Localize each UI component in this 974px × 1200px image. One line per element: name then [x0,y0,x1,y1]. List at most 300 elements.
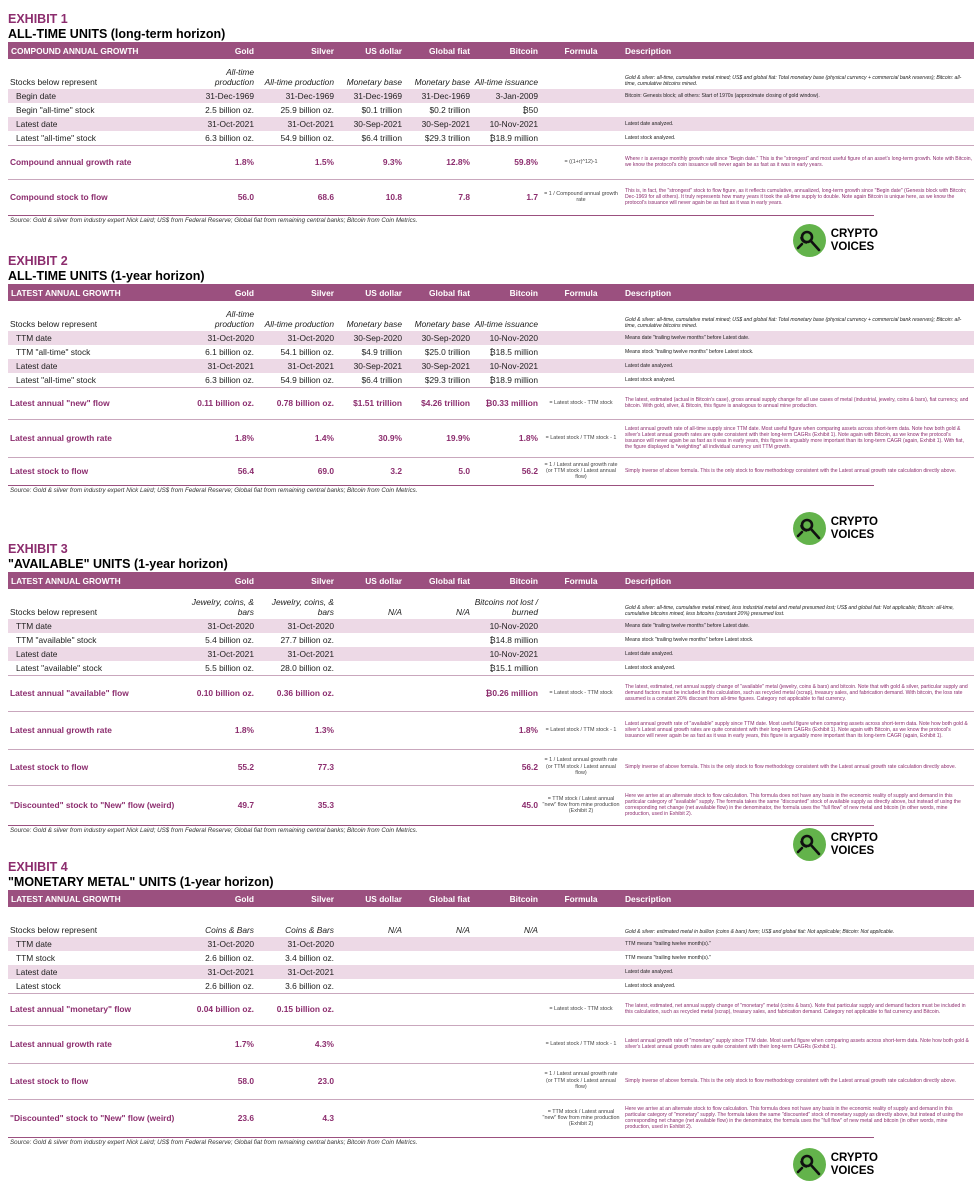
description-cell: Latest annual growth rate of "monetary" supply since TTM date. Most useful figure when comparing assets across short-term data. Note how both gold & silver's Latest annual growth rates are quite consistent with their long-term CAGRs (Exhibit 1). [622,1025,974,1063]
col-header-btc: Bitcoin [472,284,540,301]
exhibit-table [8,890,974,1137]
row-label: Latest "available" stock [16,662,103,673]
stock-type-gold: All-time production [214,67,254,87]
description-cell: Gold & silver: all-time, cumulative metal mined; US$ and global fiat: Total monetary base (physical currency + commercial bank reserves); Bitcoin: all-time, cumulative bitcoins mined. [625,316,962,329]
description-cell: Means date "trailing twelve months" before Latest date. [622,331,974,345]
logo-text-line1: CRYPTO [830,516,878,528]
stocks-represent-row [8,907,974,937]
description-cell: Where r is average monthly growth rate since "Begin date." This is the "strongest" and most useful figure of an asset's long-term growth. Note with Bitcoin, we know the protocol's coin issuance will never again be as fast as it was in early years. [622,145,974,179]
formula-cell [540,965,622,979]
formula-cell [540,619,622,633]
metric-value-silver: 0.15 billion oz. [256,993,336,1025]
value-silver: 27.7 billion oz. [280,635,334,645]
table-row [8,103,974,117]
stock-type-usd: N/A [388,925,402,935]
description-cell: The latest, estimated (actual in Bitcoin's case), gross annual supply change for all use cases of metal (industrial, jewelry, coins & bars), fiat currency, and bitcoin. With gold, silver, & Bitcoin, this figure is analogous to annual mine production. [622,387,974,419]
value-fiat [404,619,472,633]
row-label: Latest "all-time" stock [16,374,96,385]
value-btc: 10-Nov-2021 [472,647,540,661]
value-gold: 5.4 billion oz. [205,635,254,645]
description-cell: Simply inverse of above formula. This is the only stock to flow methodology consistent with the Latest annual growth rate calculation directly above. [622,749,974,785]
metric-label: "Discounted" stock to "New" flow (weird) [8,1099,188,1137]
description-cell: Latest annual growth rate of "available" supply since TTM date. Most useful figure when comparing assets across short-term data. Note how both gold & silver's Latest annual growth rates are quite consistent with their long-term CAGRs (Exhibit 1). Note again with Bitcoin, as we know the protocol's issuance will never again be as fast as it was in early years, this figure is arguably more important than its long-term CAGR (again, Exhibit 1). [622,711,974,749]
metric-row [8,387,974,419]
metric-row [8,419,974,457]
exhibit-number: EXHIBIT 4 [8,860,68,874]
logo-wordmark [831,516,878,541]
col-header-silver: Silver [256,42,336,59]
formula-cell [540,59,622,89]
value-btc: 10-Nov-2020 [472,619,540,633]
table-row [8,619,974,633]
exhibit-table [8,42,974,215]
header-row [8,42,974,59]
row-label: Latest stock [16,980,61,991]
description-cell: Means date "trailing twelve months" before Latest date. [622,619,974,633]
metric-row [8,1025,974,1063]
metric-value-silver: 0.36 billion oz. [256,675,336,711]
value-silver: 54.9 billion oz. [280,374,334,385]
value-btc [472,979,540,993]
value-silver: 28.0 billion oz. [280,662,334,673]
value-gold: 5.5 billion oz. [205,662,254,673]
value-btc: 10-Nov-2021 [472,359,540,373]
description-cell: This is, in fact, the "strongest" stock to flow figure, as it reflects cumulative, annualized, long-term growth since "Begin date" (Genesis block with Bitcoin; Dec-1969 for all others). It truly represents how many years it took the all-time supply to double. Note again Bitcoin is unique here, as we know the protocol's issuance will never again be as fast as it was in early years. [622,179,974,215]
metric-value-gold: 1.8% [188,419,256,457]
description-cell: Latest stock analyzed. [625,376,676,383]
row-label: Latest date [8,647,188,661]
col-header-gold: Gold [188,572,256,589]
value-fiat: $29.3 trillion [424,374,470,385]
metric-value-gold: 56.0 [188,179,256,215]
formula-cell: = Latest stock / TTM stock - 1 [540,419,622,457]
description-cell: Gold & silver: all-time, cumulative metal mined, less industrial metal and metal presumed lost; US$ and global fiat: Not applicable; Bitcoin: all-time, cumulative bitcoins mined, less bitcoins (constant 20%) presumed lost. [625,604,954,617]
value-usd: 30-Sep-2021 [336,359,404,373]
value-silver: 31-Oct-2020 [256,331,336,345]
metric-value-usd: 3.2 [336,457,404,485]
col-header-btc: Bitcoin [472,572,540,589]
source-note: Source: Gold & silver from industry expert Nick Laird; US$ from Federal Reserve; Global fiat from remaining central banks; Bitcoin from Coin Metrics. [8,215,874,225]
metric-value-silver: 35.3 [256,785,336,825]
metric-label: Latest annual "available" flow [8,675,188,711]
col-header-usd: US dollar [336,42,404,59]
table-row [8,373,974,387]
exhibit-2 [8,254,969,495]
header-row [8,890,974,907]
value-gold: 31-Oct-2020 [188,937,256,951]
value-silver: 25.9 billion oz. [280,105,334,115]
value-usd: $6.4 trillion [361,374,402,385]
row-label: Latest date [8,117,188,131]
value-btc: 3-Jan-2009 [472,89,540,103]
exhibit-number: EXHIBIT 1 [8,12,68,26]
metric-value-silver: 0.78 billion oz. [256,387,336,419]
metric-value-gold: 58.0 [188,1063,256,1099]
col-header-fiat: Global fiat [404,42,472,59]
stock-type-fiat: Monetary base [414,77,470,87]
formula-cell [540,301,622,331]
formula-cell: = 1 / Latest annual growth rate (or TTM stock / Latest annual flow) [540,749,622,785]
formula-cell [540,345,622,359]
value-gold: 2.6 billion oz. [205,953,254,963]
metric-value-gold: 1.8% [188,145,256,179]
formula-cell: = Latest stock - TTM stock [540,675,622,711]
formula-cell: = TTM stock / Latest annual "new" flow from mine production (Exhibit 2) [540,785,622,825]
exhibit-title: ALL-TIME UNITS (long-term horizon) [8,27,226,41]
section-header: LATEST ANNUAL GROWTH [8,890,188,907]
col-header-usd: US dollar [336,890,404,907]
value-fiat: $0.2 trillion [429,105,470,115]
table-row [8,661,974,675]
section-header: LATEST ANNUAL GROWTH [8,284,188,301]
col-header-formula: Formula [540,572,622,589]
row-label: Latest "all-time" stock [16,132,96,143]
value-silver: 31-Oct-2020 [256,619,336,633]
metric-value-usd [336,675,404,711]
row-label: TTM date [8,937,188,951]
metric-row [8,993,974,1025]
logo-wordmark [831,1152,878,1177]
row-label: Latest date [8,359,188,373]
metric-value-usd: 10.8 [336,179,404,215]
description-cell: Simply inverse of above formula. This is the only stock to flow methodology consistent with the Latest annual growth rate calculation directly above. [622,457,974,485]
logo-text-line1: CRYPTO [830,832,878,844]
formula-cell: = 1 / Latest annual growth rate (or TTM stock / Latest annual flow) [540,457,622,485]
stocks-represent-label: Stocks below represent [10,319,98,329]
table-row [8,89,974,103]
value-gold: 31-Oct-2021 [188,965,256,979]
metric-value-silver: 68.6 [256,179,336,215]
metric-value-gold: 1.7% [188,1025,256,1063]
stocks-represent-label: Stocks below represent [10,607,98,617]
metric-value-gold: 0.04 billion oz. [188,993,256,1025]
formula-cell: = Latest stock / TTM stock - 1 [540,711,622,749]
metric-value-usd [336,993,404,1025]
col-header-usd: US dollar [336,572,404,589]
exhibit-title: "AVAILABLE" UNITS (1-year horizon) [8,557,228,571]
value-fiat: 30-Sep-2021 [404,117,472,131]
formula-cell [540,331,622,345]
metric-value-silver: 4.3 [256,1099,336,1137]
formula-cell [540,661,622,675]
metric-label: Latest stock to flow [8,457,188,485]
metric-value-btc: 56.2 [472,457,540,485]
stock-type-usd: N/A [388,607,402,617]
value-btc: 10-Nov-2021 [472,117,540,131]
value-usd [336,633,404,647]
stock-type-fiat: Monetary base [414,319,470,329]
value-silver: 54.1 billion oz. [280,347,334,357]
stocks-represent-label: Stocks below represent [10,925,98,935]
source-note: Source: Gold & silver from industry expert Nick Laird; US$ from Federal Reserve; Global fiat from remaining central banks; Bitcoin from Coin Metrics. [8,825,874,835]
value-usd [336,619,404,633]
table-row [8,951,974,965]
row-label: TTM "all-time" stock [16,347,91,357]
stock-type-usd: Monetary base [346,319,402,329]
metric-value-gold: 0.11 billion oz. [188,387,256,419]
metric-value-usd [336,1063,404,1099]
value-btc: ₿15.1 million [489,662,538,673]
stock-type-btc: All-time issuance [474,77,538,87]
value-usd: $6.4 trillion [361,132,402,143]
value-gold: 31-Oct-2020 [188,619,256,633]
metric-value-gold: 55.2 [188,749,256,785]
formula-cell [540,589,622,619]
metric-value-gold: 0.10 billion oz. [188,675,256,711]
metric-value-fiat: 5.0 [404,457,472,485]
value-fiat [404,633,472,647]
metric-value-usd: $1.51 trillion [336,387,404,419]
value-btc: ₿14.8 million [489,635,538,645]
description-cell: Latest stock analyzed. [625,664,676,671]
col-header-fiat: Global fiat [404,284,472,301]
metric-value-btc: ₿0.33 million [472,387,540,419]
row-label: TTM stock [16,953,56,963]
value-silver: 31-Dec-1969 [256,89,336,103]
value-fiat: $25.0 trillion [424,347,470,357]
value-usd [336,979,404,993]
logo-wordmark [831,228,878,253]
col-header-fiat: Global fiat [404,572,472,589]
description-cell [622,103,974,117]
value-gold: 6.1 billion oz. [205,347,254,357]
section-header: COMPOUND ANNUAL GROWTH [8,42,188,59]
stock-type-gold: Coins & Bars [205,925,254,935]
row-label: Begin date [8,89,188,103]
stock-type-fiat: N/A [456,925,470,935]
metric-value-gold: 56.4 [188,457,256,485]
microphone-logo-icon [793,828,826,861]
metric-value-btc: 56.2 [472,749,540,785]
stock-type-btc: Bitcoins not lost / burned [474,597,538,617]
metric-value-fiat: $4.26 trillion [404,387,472,419]
formula-cell [540,103,622,117]
metric-value-fiat: 7.8 [404,179,472,215]
metric-value-fiat [404,785,472,825]
metric-value-fiat [404,675,472,711]
stocks-represent-row [8,589,974,619]
col-header-gold: Gold [188,42,256,59]
col-header-formula: Formula [540,890,622,907]
metric-value-usd [336,785,404,825]
value-usd [336,951,404,965]
value-silver: 31-Oct-2021 [256,117,336,131]
metric-value-fiat [404,1099,472,1137]
metric-row [8,1099,974,1137]
metric-value-fiat [404,993,472,1025]
stock-type-silver: All-time production [264,319,334,329]
value-silver: 3.4 billion oz. [285,953,334,963]
value-fiat: 30-Sep-2020 [404,331,472,345]
table-row [8,131,974,145]
value-gold: 6.3 billion oz. [205,374,254,385]
value-silver: 31-Oct-2021 [256,965,336,979]
logo-text-line2: VOICES [830,1164,875,1177]
metric-row [8,145,974,179]
metric-value-btc: 59.8% [472,145,540,179]
metric-label: Latest annual growth rate [8,711,188,749]
value-gold: 31-Oct-2021 [188,117,256,131]
metric-label: Latest annual growth rate [8,1025,188,1063]
value-fiat [404,661,472,675]
row-label: TTM date [8,331,188,345]
metric-value-silver: 23.0 [256,1063,336,1099]
table-row [8,117,974,131]
row-label: Begin "all-time" stock [16,105,95,115]
description-cell: Gold & silver: estimated metal in bullion (coins & bars) form; US$ and global fiat: Not applicable; Bitcoin: Not applicable. [625,928,895,935]
value-btc: ₿50 [522,105,538,115]
metric-value-gold: 49.7 [188,785,256,825]
row-label: TTM "available" stock [16,635,97,645]
description-cell: Gold & silver: all-time, cumulative metal mined; US$ and global fiat: Total monetary base (physical currency + commercial bank reserves); Bitcoin: all-time, cumulative bitcoins mined. [625,74,962,87]
metric-label: Compound stock to flow [8,179,188,215]
value-btc [472,951,540,965]
description-cell: Latest date analyzed. [622,647,974,661]
crypto-voices-logo [793,512,878,545]
col-header-gold: Gold [188,284,256,301]
logo-text-line2: VOICES [830,844,875,857]
exhibit-table [8,572,974,825]
description-cell: Latest annual growth rate of all-time supply since TTM date. Most useful figure when comparing assets across short-term data. Note how both gold & silver's Latest annual growth rates are quite consistent with their long-term CAGRs (Exhibit 1). Note again with Bitcoin, as we know the protocol's issuance will never again be as fast as it was in early years, this figure is arguably more important than its long-term CAGR (again, Exhibit 1). With fiat, the figure displayed is *weighting* all individual currency unit TTM growth. [622,419,974,457]
col-header-formula: Formula [540,42,622,59]
value-usd: 31-Dec-1969 [336,89,404,103]
header-row [8,284,974,301]
value-gold: 31-Oct-2021 [188,359,256,373]
value-btc: 10-Nov-2020 [472,331,540,345]
formula-cell [540,359,622,373]
col-header-description: Description [622,284,974,301]
formula-cell: = Latest stock - TTM stock [540,387,622,419]
formula-cell: = Latest stock - TTM stock [540,993,622,1025]
metric-label: Latest stock to flow [8,1063,188,1099]
value-usd: $4.9 trillion [361,347,402,357]
metric-row [8,785,974,825]
metric-value-usd: 9.3% [336,145,404,179]
metric-value-silver: 1.4% [256,419,336,457]
metric-row [8,1063,974,1099]
table-row [8,345,974,359]
exhibit-title: ALL-TIME UNITS (1-year horizon) [8,269,205,283]
source-note: Source: Gold & silver from industry expert Nick Laird; US$ from Federal Reserve; Global fiat from remaining central banks; Bitcoin from Coin Metrics. [8,1137,874,1147]
stock-type-gold: Jewelry, coins, & bars [191,597,254,617]
metric-label: Compound annual growth rate [8,145,188,179]
metric-value-silver: 1.5% [256,145,336,179]
exhibit-1 [8,12,973,225]
metric-row [8,749,974,785]
metric-value-btc: 1.8% [472,419,540,457]
metric-value-gold: 23.6 [188,1099,256,1137]
value-btc [472,937,540,951]
metric-value-usd [336,1099,404,1137]
metric-value-btc [472,1099,540,1137]
value-silver: 31-Oct-2021 [256,647,336,661]
value-btc [472,965,540,979]
description-cell: Here we arrive at an alternate stock to flow calculation. This formula does not have any basis in the economic reality of supply and demand in this particular category of "available" supply. The formula takes the same "discounted" stock of available supply as directly above, but instead of using the corresponding net change (net available flow) in the denominator, the formula uses the "full flow" of new metal and bitcoin (in other words, mine production, used in Exhibit 2). [622,785,974,825]
stock-type-silver: Coins & Bars [285,925,334,935]
microphone-logo-icon [793,1148,826,1181]
value-btc: ₿18.9 million [489,132,538,143]
stocks-represent-row [8,59,974,89]
logo-text-line1: CRYPTO [830,228,878,240]
value-fiat: $29.3 trillion [424,132,470,143]
exhibit-number: EXHIBIT 2 [8,254,68,268]
metric-value-btc: 1.8% [472,711,540,749]
value-usd [336,661,404,675]
value-btc: ₿18.9 million [489,374,538,385]
description-cell: Latest date analyzed. [622,359,974,373]
formula-cell: = TTM stock / Latest annual "new" flow from mine production (Exhibit 2) [540,1099,622,1137]
crypto-voices-logo [793,1148,878,1181]
col-header-description: Description [622,890,974,907]
formula-cell [540,937,622,951]
value-fiat: 30-Sep-2021 [404,359,472,373]
description-cell: Latest stock analyzed. [625,134,676,141]
metric-value-fiat [404,1063,472,1099]
metric-value-btc [472,1025,540,1063]
metric-value-usd [336,749,404,785]
col-header-formula: Formula [540,284,622,301]
description-cell: The latest, estimated, net annual supply change of "monetary" metal (coins & bars). Note that particular supply and demand factors must be included in this calculation, such as recycled metal (scrap), treasury sales, and fabrication demand. Category not applicable to fiat currency and Bitcoin. [622,993,974,1025]
metric-label: Latest stock to flow [8,749,188,785]
exhibit-3 [8,542,968,835]
stock-type-gold: All-time production [214,309,254,329]
table-row [8,359,974,373]
logo-text-line2: VOICES [830,528,875,541]
formula-cell [540,951,622,965]
metric-value-fiat: 19.9% [404,419,472,457]
metric-value-gold: 1.8% [188,711,256,749]
source-note: Source: Gold & silver from industry expert Nick Laird; US$ from Federal Reserve; Global fiat from remaining central banks; Bitcoin from Coin Metrics. [8,485,874,495]
exhibit-number: EXHIBIT 3 [8,542,68,556]
col-header-description: Description [622,42,974,59]
formula-cell [540,131,622,145]
col-header-silver: Silver [256,284,336,301]
stock-type-usd: Monetary base [346,77,402,87]
metric-row [8,457,974,485]
description-cell: The latest, estimated, net annual supply change of "available" metal (jewelry, coins & bars) and bitcoin. Note that with gold & silver, particular supply and demand factors must be included in this calculation, such as recycled metal (scrap), treasury sales, and fabrication demand. With bitcoin, the loss rate assumed is a constant 20% discount from all-time figures. Category not applicable to fiat currency. [622,675,974,711]
stocks-represent-row [8,301,974,331]
value-fiat [404,979,472,993]
description-cell: Latest date analyzed. [622,117,974,131]
metric-value-silver: 4.3% [256,1025,336,1063]
col-header-btc: Bitcoin [472,890,540,907]
metric-value-fiat [404,749,472,785]
description-cell: Here we arrive at an alternate stock to flow calculation. This formula does not have any basis in the economic reality of supply and demand in this particular category of "monetary" supply. The formula takes the same "discounted" stock of monetary supply as directly above, but instead of using the corresponding net change (net available flow) in the denominator, the formula uses the "full flow" of new metal and bitcoin (in other words, mine production, used in Exhibit 2). [622,1099,974,1137]
metric-value-silver: 1.3% [256,711,336,749]
description-cell: Latest date analyzed. [622,965,974,979]
table-row [8,937,974,951]
exhibit-table [8,284,974,485]
description-cell: Means stock "trailing twelve months" before Latest stock. [625,348,754,355]
exhibit-title: "MONETARY METAL" UNITS (1-year horizon) [8,875,274,889]
logo-text-line2: VOICES [830,240,875,253]
metric-value-btc: 1.7 [472,179,540,215]
value-gold: 31-Dec-1969 [188,89,256,103]
value-fiat [404,647,472,661]
metric-value-fiat [404,1025,472,1063]
metric-value-btc [472,1063,540,1099]
logo-text-line1: CRYPTO [830,1152,878,1164]
description-cell: Bitcoin: Genesis block; all others: Start of 1970s (approximate closing of gold window). [622,89,974,103]
metric-value-silver: 69.0 [256,457,336,485]
value-usd: 30-Sep-2020 [336,331,404,345]
formula-cell: = 1 / Compound annual growth rate [540,179,622,215]
value-usd [336,647,404,661]
exhibit-4 [8,860,969,1147]
metric-row [8,179,974,215]
col-header-fiat: Global fiat [404,890,472,907]
description-cell: Latest stock analyzed. [625,982,676,989]
